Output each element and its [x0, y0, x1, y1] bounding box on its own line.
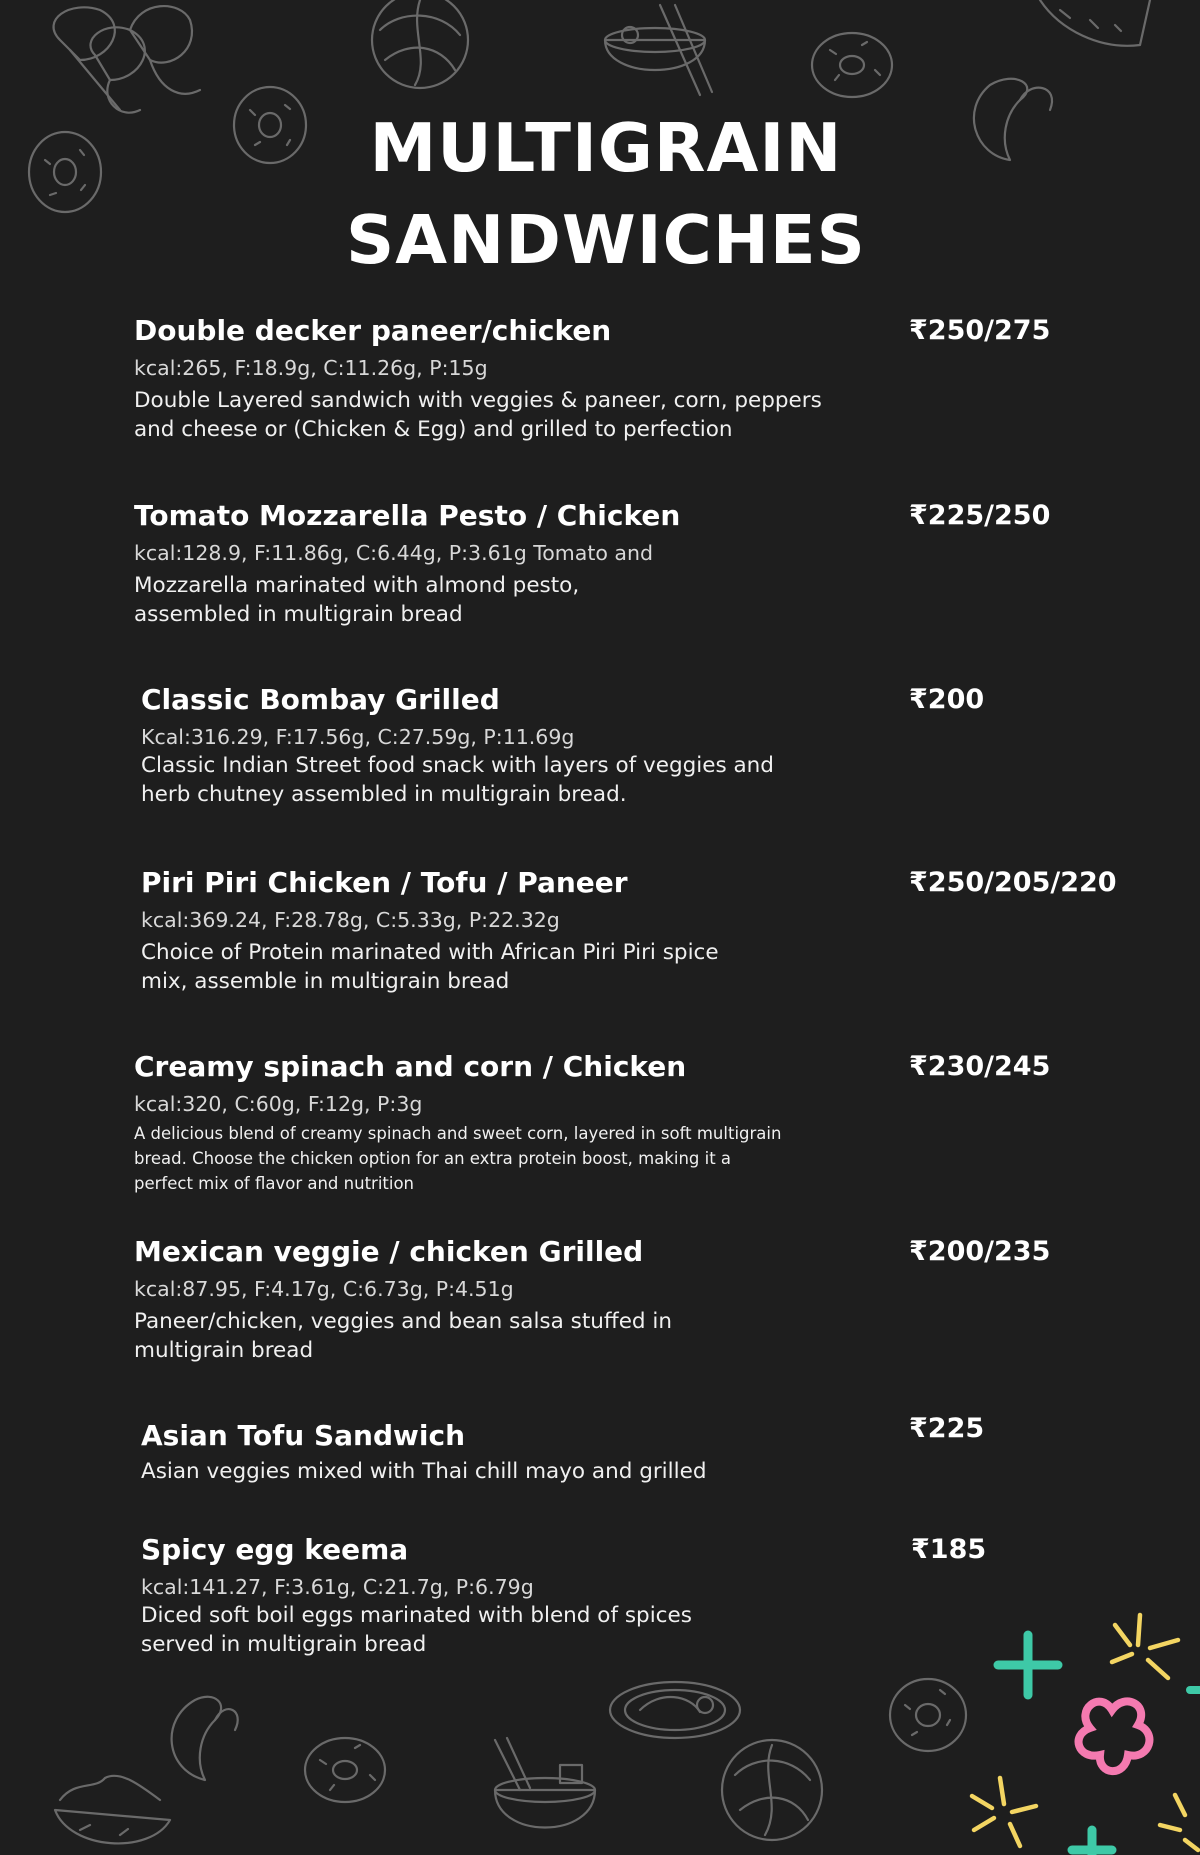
- item-nutrition: kcal:320, C:60g, F:12g, P:3g: [134, 1092, 423, 1116]
- item-description: Mozzarella marinated with almond pesto, assembled in multigrain bread: [134, 573, 580, 627]
- item-nutrition: kcal:141.27, F:3.61g, C:21.7g, P:6.79g: [141, 1575, 534, 1599]
- plate-icon: [610, 1682, 740, 1738]
- sparkle-icon: [1112, 1615, 1178, 1678]
- item-name: Piri Piri Chicken / Tofu / Paneer: [141, 866, 628, 899]
- item-description: Diced soft boil eggs marinated with blend of spices served in multigrain bread: [141, 1603, 692, 1657]
- ramen-bowl-icon: [495, 1738, 595, 1828]
- item-nutrition: kcal:87.95, F:4.17g, C:6.73g, P:4.51g: [134, 1277, 514, 1301]
- item-description: A delicious blend of creamy spinach and sweet corn, layered in soft multigrain bread. Choose the chicken option for an extra protein boost, making it a perfect mix of flavor and nutrition: [134, 1124, 782, 1193]
- item-name: Creamy spinach and corn / Chicken: [134, 1050, 687, 1083]
- item-description: Choice of Protein marinated with African Piri Piri spice mix, assemble in multigrain bread: [141, 940, 719, 994]
- item-price: ₹250/275: [909, 315, 1051, 346]
- ramen-bowl-icon: [605, 5, 712, 95]
- item-nutrition: Kcal:316.29, F:17.56g, C:27.59g, P:11.69g: [141, 725, 575, 749]
- item-price: ₹200: [909, 684, 985, 715]
- wrap-icon: [1040, 0, 1150, 46]
- sparkle-icon: [1160, 1795, 1198, 1850]
- cabbage-icon: [372, 0, 468, 88]
- cabbage-icon: [722, 1740, 822, 1840]
- title-line-1: MULTIGRAIN: [369, 109, 843, 187]
- item-name: Mexican veggie / chicken Grilled: [134, 1235, 644, 1268]
- item-description: Asian veggies mixed with Thai chill mayo and grilled: [141, 1459, 707, 1484]
- item-price: ₹230/245: [909, 1051, 1051, 1082]
- item-nutrition: kcal:265, F:18.9g, C:11.26g, P:15g: [134, 356, 488, 380]
- plus-icon: [1072, 1830, 1112, 1855]
- donut-icon: [890, 1679, 966, 1751]
- item-nutrition: kcal:128.9, F:11.86g, C:6.44g, P:3.61g Tomato and: [134, 541, 653, 565]
- donut-icon: [812, 33, 892, 97]
- flower-icon: [1079, 1701, 1150, 1771]
- plus-icon: [998, 1635, 1058, 1695]
- donut-icon: [305, 1738, 385, 1802]
- item-price: ₹225: [909, 1413, 985, 1444]
- item-price: ₹185: [911, 1534, 987, 1565]
- page-title: [0, 102, 1200, 286]
- croissant-icon: [172, 1697, 238, 1780]
- item-name: Asian Tofu Sandwich: [141, 1419, 466, 1452]
- item-description: Classic Indian Street food snack with layers of veggies and herb chutney assembled in multigrain bread.: [141, 753, 774, 807]
- item-nutrition: kcal:369.24, F:28.78g, C:5.33g, P:22.32g: [141, 908, 560, 932]
- item-description: Double Layered sandwich with veggies & paneer, corn, peppers and cheese or (Chicken & Egg) and grilled to perfection: [134, 388, 822, 442]
- salad-bowl-icon: [55, 1776, 170, 1844]
- item-name: Classic Bombay Grilled: [141, 683, 500, 716]
- item-price: ₹225/250: [909, 500, 1051, 531]
- item-description: Paneer/chicken, veggies and bean salsa stuffed in multigrain bread: [134, 1309, 673, 1363]
- spinach-leaf-icon: [54, 6, 200, 113]
- item-price: ₹200/235: [909, 1236, 1051, 1267]
- title-line-2: SANDWICHES: [346, 201, 866, 279]
- sparkle-icon: [972, 1778, 1036, 1846]
- item-name: Tomato Mozzarella Pesto / Chicken: [134, 499, 681, 532]
- item-price: ₹250/205/220: [909, 867, 1117, 898]
- item-name: Double decker paneer/chicken: [134, 314, 612, 347]
- item-name: Spicy egg keema: [141, 1533, 409, 1566]
